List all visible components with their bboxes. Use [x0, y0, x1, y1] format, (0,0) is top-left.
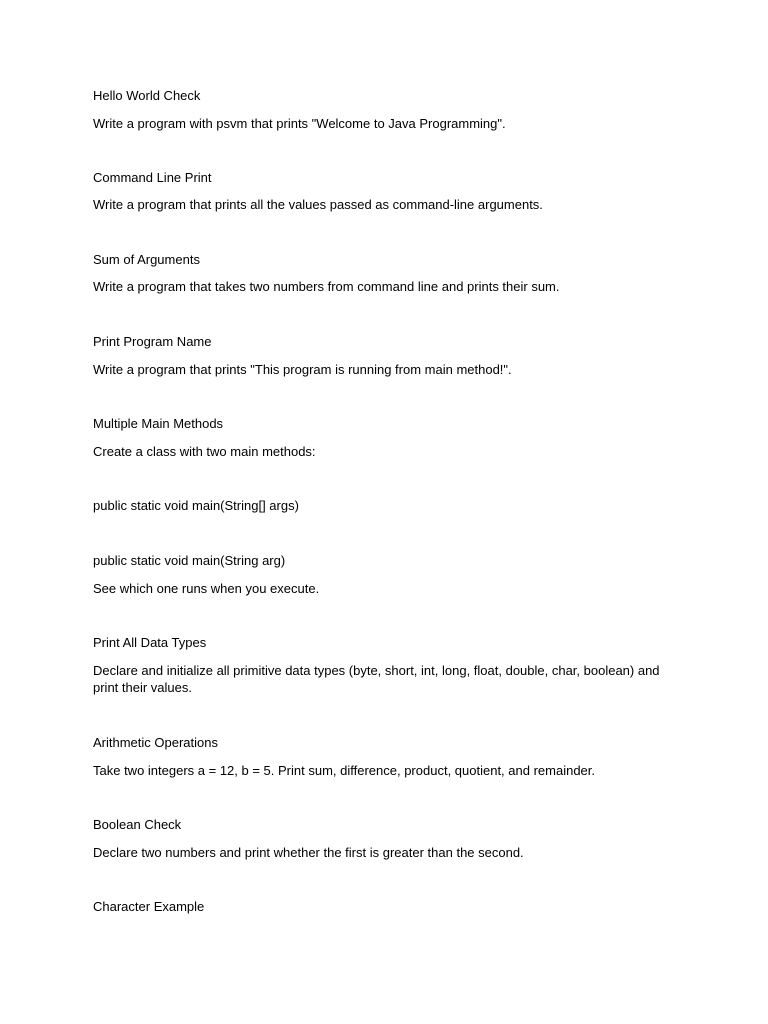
heading-command-line-print: Command Line Print — [93, 170, 212, 185]
paragraph-program-name-task: Write a program that prints "This program is running from main method!". — [93, 362, 512, 377]
heading-multiple-main-methods: Multiple Main Methods — [93, 416, 224, 431]
paragraph-data-types-task: Declare and initialize all primitive data types (byte, short, int, long, float, double, char, boolean) and print their values. — [93, 663, 660, 695]
paragraph-sum-task: Write a program that takes two numbers from command line and prints their sum. — [93, 279, 560, 294]
heading-character-example: Character Example — [93, 899, 205, 914]
heading-hello-world-check: Hello World Check — [93, 88, 201, 103]
code-line-main-string-array: public static void main(String[] args) — [93, 498, 299, 513]
paragraph-command-line-task: Write a program that prints all the values passed as command-line arguments. — [93, 197, 543, 212]
heading-print-program-name: Print Program Name — [93, 334, 212, 349]
heading-print-all-data-types: Print All Data Types — [93, 635, 207, 650]
code-line-main-string: public static void main(String arg) — [93, 553, 286, 568]
paragraph-boolean-task: Declare two numbers and print whether the first is greater than the second. — [93, 845, 524, 860]
heading-boolean-check: Boolean Check — [93, 817, 182, 832]
heading-sum-of-arguments: Sum of Arguments — [93, 252, 200, 267]
paragraph-hello-world-task: Write a program with psvm that prints "Welcome to Java Programming". — [93, 116, 506, 131]
heading-arithmetic-operations: Arithmetic Operations — [93, 735, 218, 750]
paragraph-two-main-methods: Create a class with two main methods: — [93, 444, 316, 459]
paragraph-which-runs: See which one runs when you execute. — [93, 581, 320, 596]
paragraph-arithmetic-task: Take two integers a = 12, b = 5. Print sum, difference, product, quotient, and remainder. — [93, 763, 595, 778]
